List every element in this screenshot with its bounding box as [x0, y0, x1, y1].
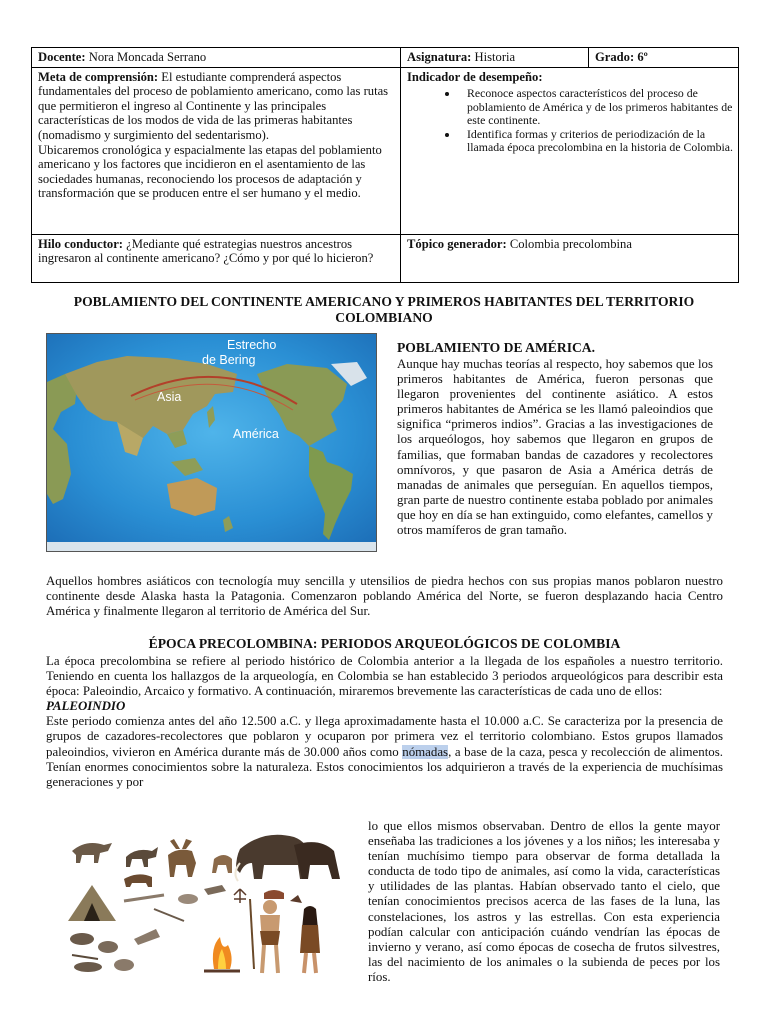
section1-paragraph-full: Aquellos hombres asiáticos con tecnología muy sencilla y utensilios de piedra hechos con sus propias manos poblaron nuestro continente desde Alaska hasta la Patagonia. Comenzaron poblando América del Norte, se fueron desplazando hacia Centro América y finalmente llegaron al territorio de América del Sur. [46, 574, 723, 619]
section2-intro: La época precolombina se refiere al periodo histórico de Colombia anterior a la llegada de los españoles a nuestro territorio. Teniendo en cuenta los hallazgos de la arqueología, en Colombia se han establecido 3 periodos arqueológicos para describir esta época: Paleoindio, Arcaico y formativo. A continuación, miraremos brevemente las características de cada uno de ellos: [46, 654, 723, 699]
asignatura-value: Historia [474, 50, 516, 64]
indicador-item: • Identifica formas y criterios de periodización de la llamada época precolombina en la historia de Colombia. [459, 128, 733, 155]
main-title: POBLAMIENTO DEL CONTINENTE AMERICANO Y PRIMEROS HABITANTES DEL TERRITORIO COLOMBIANO [73, 294, 695, 325]
topico-text: Colombia precolombina [509, 236, 632, 251]
grado-cell [589, 48, 739, 68]
section2-heading: ÉPOCA PRECOLOMBINA: PERIODOS ARQUEOLÓGICOS DE COLOMBIA [148, 636, 621, 651]
map-label-strait-2: de Bering [202, 353, 256, 367]
grado-label: Grado: [595, 50, 635, 64]
indicador-cell [401, 67, 739, 234]
indicador-list [407, 87, 733, 155]
header-table [31, 47, 739, 283]
meta-cell [32, 67, 401, 234]
section2-body [46, 654, 723, 790]
paleoindio-text-before: Este periodo comienza antes del año 12.500 a.C. y llega aproximadamente hasta el 10.000 a.C. Se caracteriza por la presencia de grupos de cazadores-recolectores que poblaron y ocuparon por primera vez el territorio colombiano. Estos grupos llamados paleoindios, vivieron en América durante más de 30.000 años como [46, 714, 723, 759]
meta-text-2: Ubicaremos cronológica y espacialmente las etapas del poblamiento americano y los factores que incidieron en el asentamiento de las sociedades humanas, reconociendo los procesos de adaptación y transformación que se producen entre el ser humano y el medio. [38, 142, 382, 201]
docente-value: Nora Moncada Serrano [88, 50, 207, 64]
section1-paragraph-right: Aunque hay muchas teorías al respecto, hoy sabemos que los primeros habitantes de América, fueron personas que llegaron provenientes del continente asiático. A estos primeros habitantes de América se les llamó paleoindios que significa “primeros indios”. Gracias a las investigaciones de los arqueólogos, hoy sabemos que llegaron en grupos de familias, que formaban bandas de cazadores y recolectores omnívoros, y que pasaron de Asia a América detrás de manadas de animales que perseguían. En aquellos tiempos, gran parte de nuestro continente estaba poblado por animales que hoy en día se han extinguido, como elefantes, camellos y otros mamíferos de gran tamaño. [397, 357, 713, 538]
asignatura-cell [401, 48, 589, 68]
topico-label: Tópico generador: [407, 236, 507, 251]
docente-label: Docente: [38, 50, 86, 64]
meta-label: Meta de comprensión: [38, 69, 159, 84]
map-label-america: América [233, 427, 279, 441]
map-label-strait-1: Estrecho [227, 338, 277, 352]
hilo-text: ¿Mediante qué estrategias nuestros ancestros ingresaron al continente americano? ¿Cómo y por qué lo hicieron? [38, 236, 374, 266]
grado-value: 6º [637, 50, 648, 64]
docente-cell [32, 48, 401, 68]
paleoindio-paragraph-2: lo que ellos mismos observaban. Dentro de ellos la gente mayor enseñaba las tradiciones a los jóvenes y a los niños; les interesaba y tenían muchísimo tiempo para observar de forma detallada la conducta de todo tipo de animales, así como la vida, características y utilidades de las plantas. Habían observado tanto el cielo, que tenían conocimientos precisos acerca de las fases de la luna, las constelaciones, los astros y las estrellas. Con esta experiencia podían calcular con anticipación cuándo vendrían las épocas de invierno y verano, así como épocas de cosecha de frutos silvestres, las del nacimiento de los animales o la subienda de peces por los ríos. [368, 819, 720, 984]
topico-cell [401, 234, 739, 282]
highlighted-word: nómadas [402, 744, 449, 759]
section1-heading: POBLAMIENTO DE AMÉRICA. [397, 340, 596, 355]
paleoindio-paragraph [46, 714, 723, 789]
indicador-label: Indicador de desempeño: [407, 69, 543, 84]
meta-text: El estudiante comprenderá aspectos fundamentales del proceso de poblamiento americano, como las rutas que permitieron el ingreso al Continente y las principales características de los modos de vida de las primeras habitantes (nomadismo y surgimiento del sedentarismo). [38, 69, 389, 142]
paleoindio-heading: PALEOINDIO [46, 699, 126, 714]
map-label-asia: Asia [157, 390, 182, 404]
prehistoric-scene-svg [64, 829, 348, 975]
paleoindio-text-after: , a base de la caza, pesca y recolección de alimentos. Tenían enormes conocimientos sobre la naturaleza. Estos conocimientos los adquirieron a través de la experiencia de muchísimas generaciones y por [46, 744, 723, 789]
indicador-item: • Reconoce aspectos característicos del proceso de poblamiento de América y de los primeros habitantes de este continente. [459, 87, 733, 128]
bering-map-image [46, 333, 377, 552]
hilo-cell [32, 234, 401, 282]
hilo-label: Hilo conductor: [38, 236, 124, 251]
prehistoric-life-illustration [64, 829, 348, 975]
asignatura-label: Asignatura: [407, 50, 472, 64]
world-map-illustration [47, 334, 377, 552]
